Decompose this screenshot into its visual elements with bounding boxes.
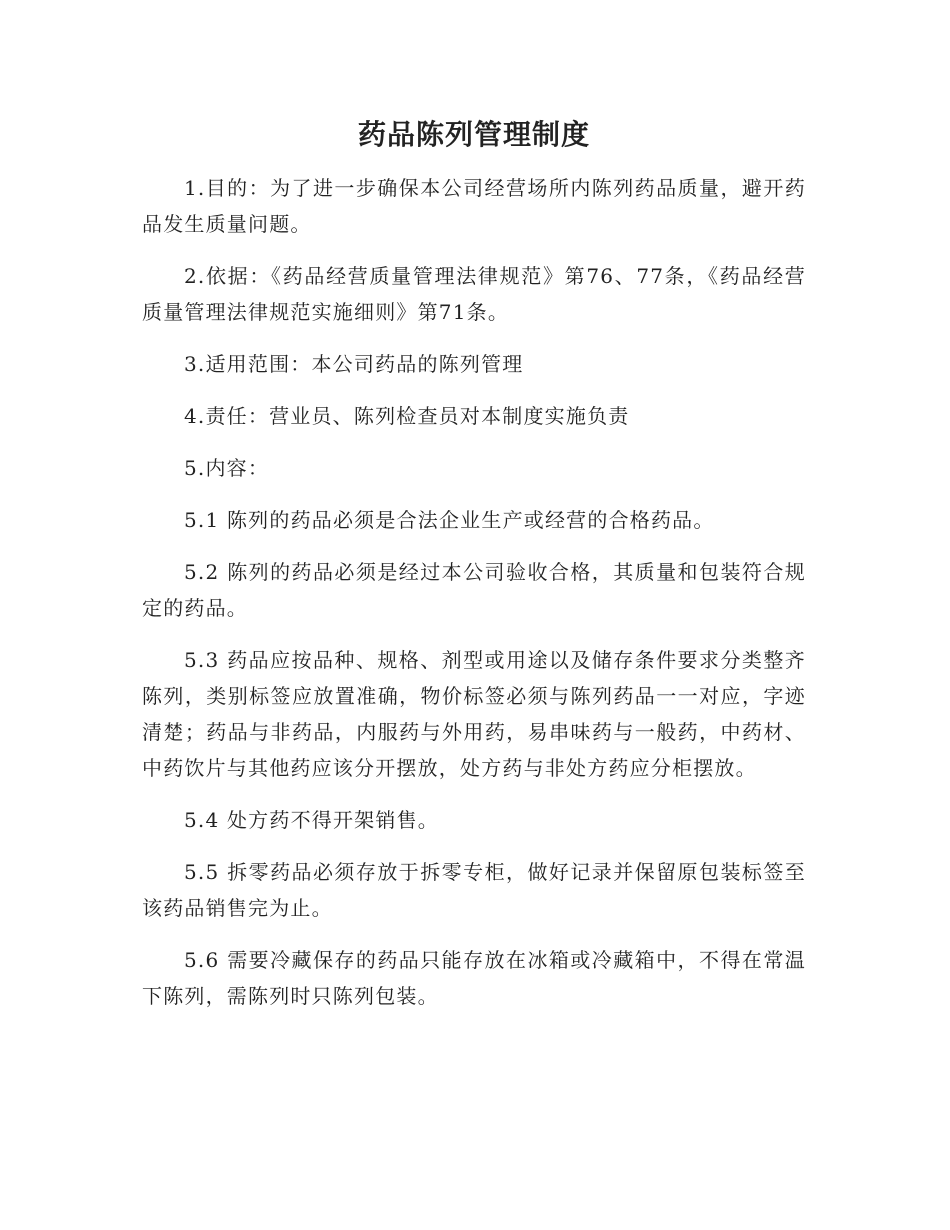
- paragraph-5-5: 5.5 拆零药品必须存放于拆零专柜，做好记录并保留原包装标签至该药品销售完为止。: [142, 860, 806, 920]
- document-title: 药品陈列管理制度: [357, 118, 590, 151]
- paragraph-content-heading: 5.内容：: [184, 456, 270, 480]
- paragraph-scope: 3.适用范围：本公司药品的陈列管理: [184, 352, 524, 376]
- paragraph-responsibility: 4.责任：营业员、陈列检查员对本制度实施负责: [184, 404, 630, 428]
- paragraph-5-2: 5.2 陈列的药品必须是经过本公司验收合格，其质量和包装符合规定的药品。: [142, 560, 806, 620]
- paragraph-5-6: 5.6 需要冷藏保存的药品只能存放在冰箱或冷藏箱中，不得在常温下陈列，需陈列时只陈列包装。: [142, 948, 806, 1008]
- paragraph-5-4: 5.4 处方药不得开架销售。: [184, 808, 439, 832]
- paragraph-purpose: 1.目的：为了进一步确保本公司经营场所内陈列药品质量，避开药品发生质量问题。: [142, 176, 806, 236]
- document-body: [142, 118, 806, 1030]
- paragraph-5-1: 5.1 陈列的药品必须是合法企业生产或经营的合格药品。: [184, 508, 715, 532]
- paragraph-5-3: 5.3 药品应按品种、规格、剂型或用途以及储存条件要求分类整齐陈列，类别标签应放置准确，物价标签必须与陈列药品一一对应，字迹清楚；药品与非药品，内服药与外用药，易串味药与一般药，中药材、中药饮片与其他药应该分开摆放，处方药与非处方药应分柜摆放。: [142, 648, 806, 780]
- paragraph-basis: 2.依据：《药品经营质量管理法律规范》第76、77条，《药品经营质量管理法律规范实施细则》第71条。: [142, 264, 806, 324]
